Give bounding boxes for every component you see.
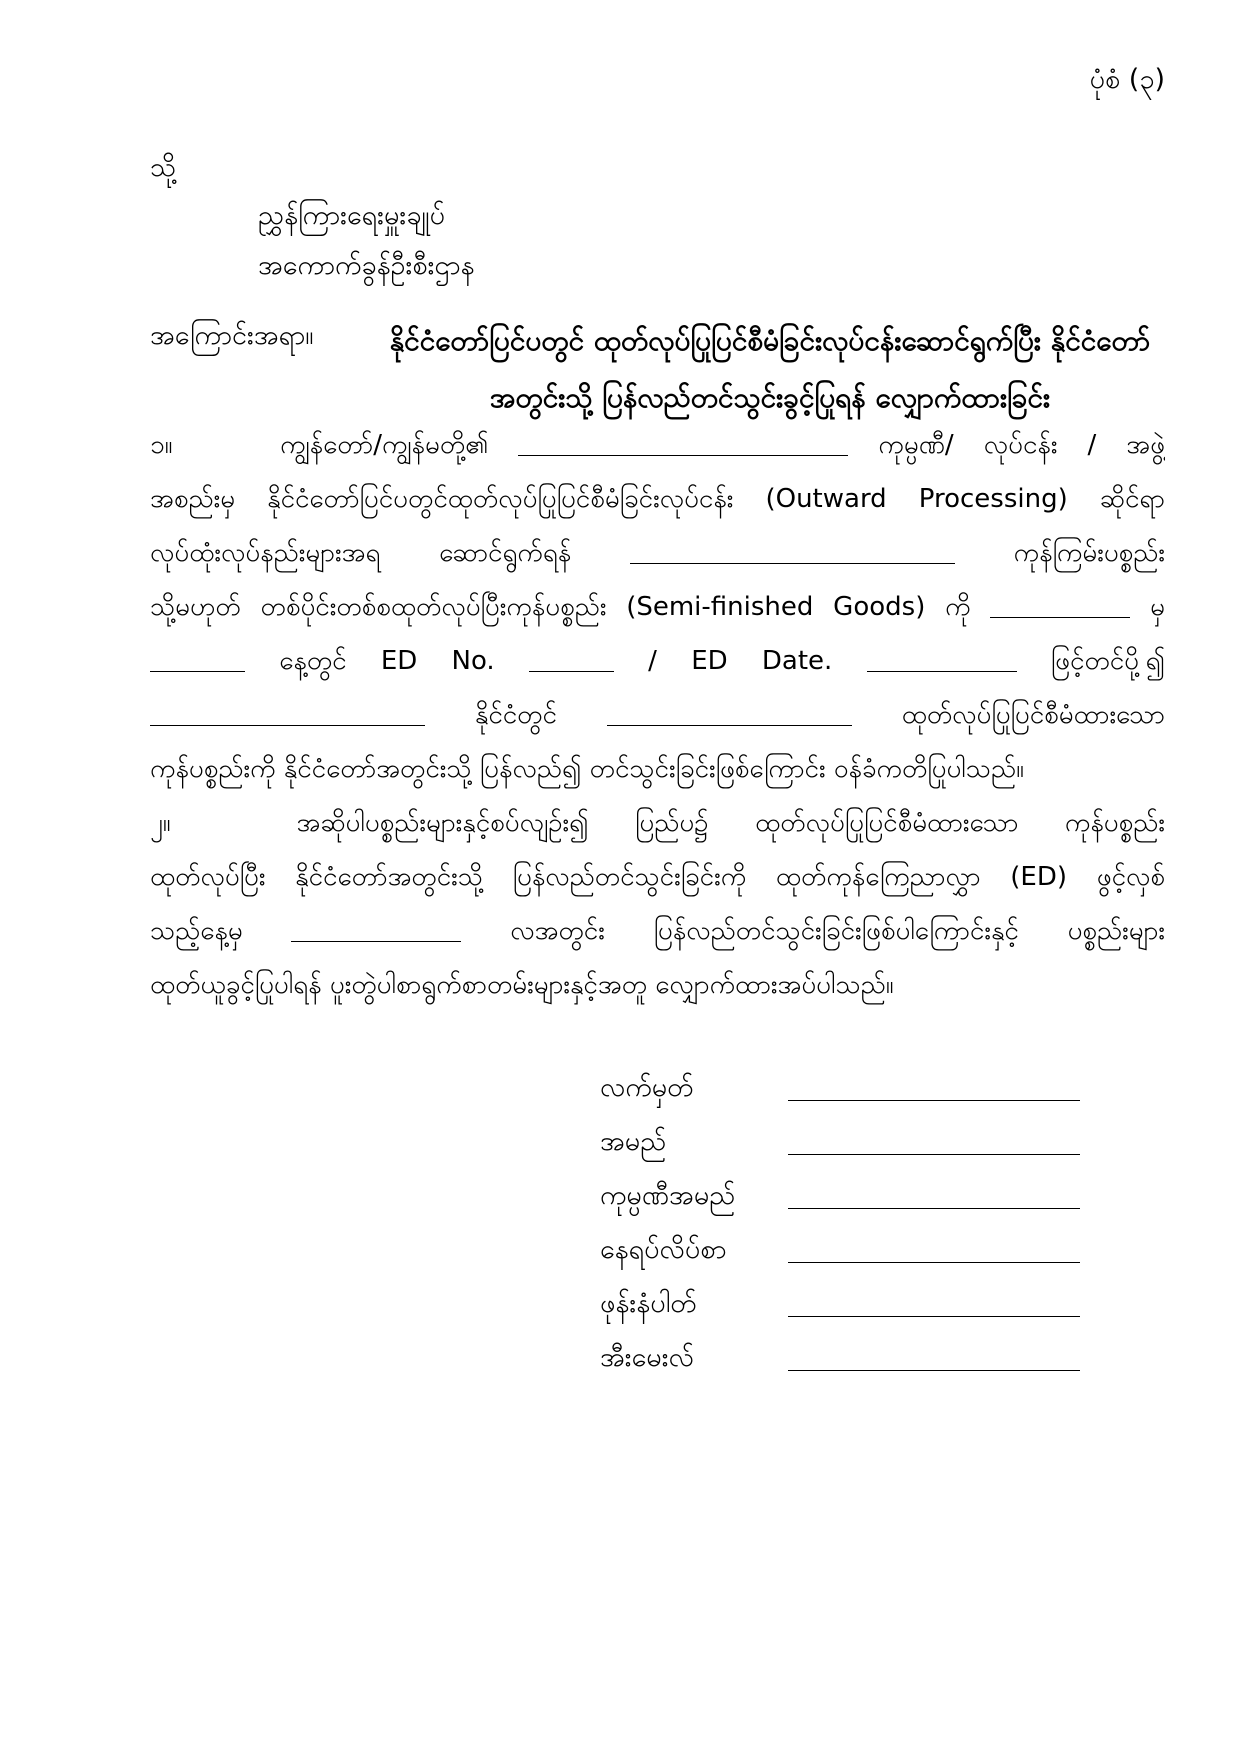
subject-line-2: အတွင်းသို့ ပြန်လည်တင်သွင်းခွင့်ပြုရန် လျှောက်ထားခြင်း — [489, 381, 1051, 414]
p2-text: သည့်နေ့မှ — [150, 916, 243, 946]
p1-text: ကုန်ကြမ်းပစ္စည်း — [1013, 538, 1165, 568]
recipient-line-1: ညွှန်ကြားရေးမှူးချုပ် — [258, 200, 446, 231]
company-name-blank[interactable] — [518, 435, 848, 456]
name-label: အမည် — [600, 1126, 667, 1157]
purpose-blank[interactable] — [630, 543, 955, 564]
paragraph-2-number: ၂။ — [150, 808, 171, 838]
recipient-line-2: အကောက်ခွန်ဦးစီးဌာန — [258, 250, 475, 281]
paragraph-1-line-7: ကုန်ပစ္စည်းကို နိုင်ငံတော်အတွင်းသို့ ပြန်လည်၍ တင်သွင်းခြင်းဖြစ်ကြောင်း ဝန်ခံကတိပြုပါသည်။ — [150, 754, 1024, 784]
subject-label: အကြောင်းအရာ။ — [150, 320, 314, 351]
p1-text: နေ့တွင် — [279, 646, 347, 676]
p1-text: / — [648, 646, 657, 676]
p1-text: လုပ်ထုံးလုပ်နည်းများအရ ဆောင်ရွက်ရန် — [150, 538, 572, 568]
company-blank[interactable] — [788, 1208, 1080, 1209]
subject-line-1: နိုင်ငံတော်ပြင်ပတွင် ထုတ်လုပ်ပြုပြင်စီမံခြင်းလုပ်ငန်းဆောင်ရွက်ပြီး နိုင်ငံတော် — [389, 324, 1151, 357]
name-blank[interactable] — [788, 1154, 1080, 1155]
paragraph-2-line-3 — [150, 904, 1165, 958]
origin-blank[interactable] — [990, 597, 1130, 618]
paragraph-1-line-3 — [150, 526, 1165, 580]
ed-date-blank[interactable] — [867, 651, 1017, 672]
paragraph-1-line-6 — [150, 688, 1165, 742]
email-row — [600, 1340, 1080, 1380]
company-label: ကုမ္ပဏီအမည် — [600, 1180, 736, 1211]
subject-text — [375, 312, 1165, 426]
signature-label: လက်မှတ် — [600, 1072, 694, 1103]
paragraph-1-line-5 — [150, 634, 1165, 688]
date-blank[interactable] — [150, 651, 245, 672]
name-row — [600, 1124, 1080, 1164]
paragraph-2-line-4: ထုတ်ယူခွင့်ပြုပါရန် ပူးတွဲပါစာရွက်စာတမ်းများနှင့်အတူ လျှောက်ထားအပ်ပါသည်။ — [150, 970, 894, 1000]
company-row — [600, 1178, 1080, 1218]
p1-text: ဖြင့်တင်ပို့၍ — [1050, 646, 1165, 676]
phone-row — [600, 1286, 1080, 1326]
p2-text: အဆိုပါပစ္စည်းများနှင့်စပ်လျဉ်း၍ ပြည်ပ၌ ထုတ်လုပ်ပြုပြင်စီမံထားသော ကုန်ပစ္စည်း — [296, 808, 1165, 838]
paragraph-1-line-1 — [150, 418, 1165, 472]
paragraph-1-line-2: အစည်းမှ နိုင်ငံတော်ပြင်ပတွင်ထုတ်လုပ်ပြုပြင်စီမံခြင်းလုပ်ငန်း (Outward Processing) ဆိုင်ရာ — [150, 484, 1165, 514]
paragraph-2-line-2: ထုတ်လုပ်ပြီး နိုင်ငံတော်အတွင်းသို့ ပြန်လည်တင်သွင်းခြင်းကို ထုတ်ကုန်ကြေညာလွှာ (ED) ဖွင့်လှစ် — [150, 862, 1165, 892]
country-blank[interactable] — [150, 705, 425, 726]
p1-text: ကုမ္ပဏီ/ လုပ်ငန်း / အဖွဲ့ — [878, 430, 1165, 460]
signature-blank[interactable] — [788, 1100, 1080, 1101]
recipient-to: သို့ — [150, 152, 177, 183]
address-label: နေရပ်လိပ်စာ — [600, 1234, 727, 1265]
letter-body — [150, 418, 1165, 1012]
paragraph-1-line-4 — [150, 580, 1165, 634]
processor-blank[interactable] — [607, 705, 852, 726]
paragraph-1-number: ၁။ — [150, 430, 173, 460]
p1-text: ထုတ်လုပ်ပြုပြင်စီမံထားသော — [901, 700, 1165, 730]
months-blank[interactable] — [291, 921, 461, 942]
p1-text: ကျွန်တော်/ကျွန်မတို့၏ — [280, 430, 489, 460]
paragraph-2-line-1 — [150, 796, 1165, 850]
p1-text: ED No. — [380, 646, 495, 676]
p1-text: မှ — [1150, 592, 1165, 622]
address-row — [600, 1232, 1080, 1272]
p1-text: သို့မဟုတ် တစ်ပိုင်းတစ်စထုတ်လုပ်ပြီးကုန်ပစ္စည်း (Semi-finished Goods) ကို — [150, 592, 971, 622]
p2-text: လအတွင်း ပြန်လည်တင်သွင်းခြင်းဖြစ်ပါကြောင်းနှင့် ပစ္စည်းများ — [510, 916, 1165, 946]
signature-row — [600, 1070, 1080, 1110]
ed-number-blank[interactable] — [529, 651, 614, 672]
phone-blank[interactable] — [788, 1316, 1080, 1317]
p1-text: ED Date. — [691, 646, 833, 676]
p1-text: နိုင်ငံတွင် — [474, 700, 557, 730]
phone-label: ဖုန်းနံပါတ် — [600, 1288, 697, 1319]
form-number: ပုံစံ (၃) — [1089, 64, 1165, 95]
address-blank[interactable] — [788, 1262, 1080, 1263]
email-blank[interactable] — [788, 1370, 1080, 1371]
email-label: အီးမေးလ် — [600, 1342, 694, 1373]
